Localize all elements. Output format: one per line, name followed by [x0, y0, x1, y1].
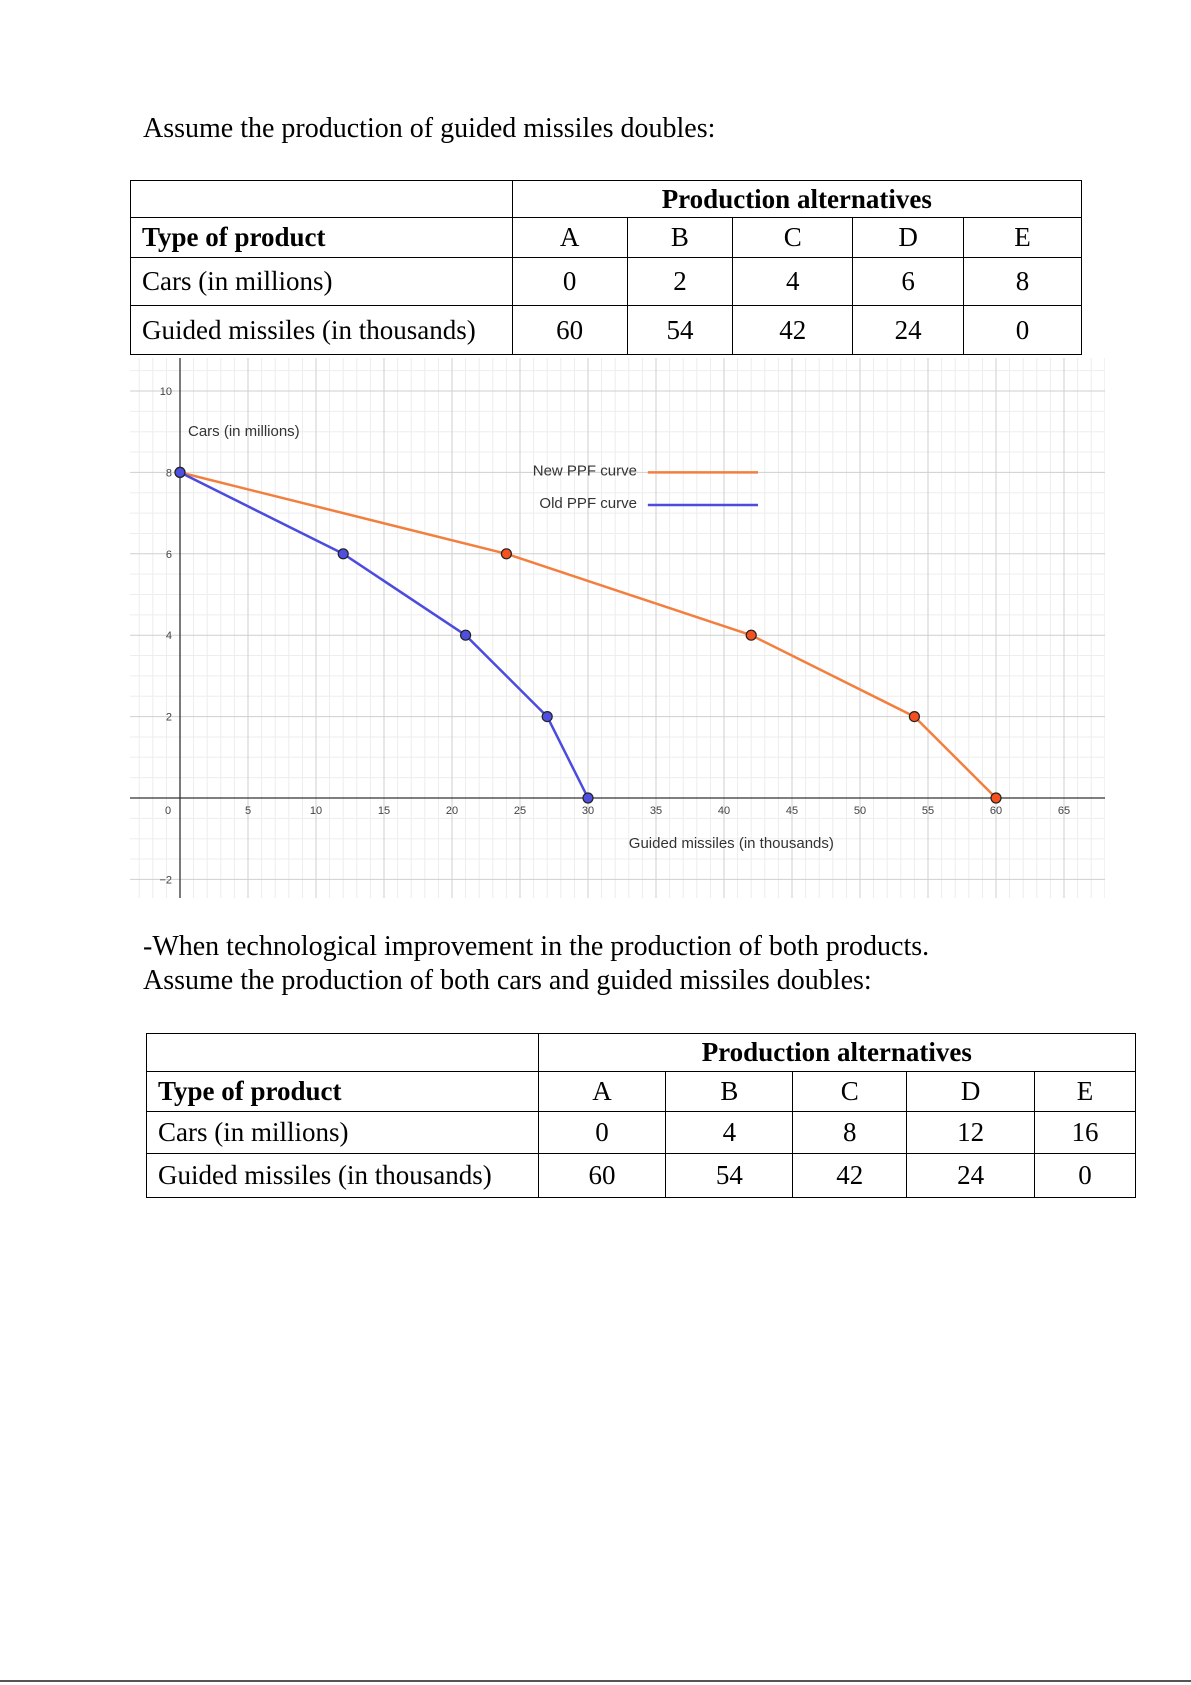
x-tick-label: 45 [785, 805, 799, 817]
row-label: Guided missiles (in thousands) [131, 306, 513, 355]
data-point-old-ppf [461, 630, 471, 640]
data-point-new-ppf [501, 549, 511, 559]
table-cell: 54 [627, 306, 733, 355]
y-tick-label: 10 [159, 386, 172, 398]
column-label: E [964, 218, 1082, 258]
column-label: C [793, 1072, 907, 1112]
table-cell: 24 [907, 1154, 1035, 1198]
x-tick-label: 30 [581, 805, 595, 817]
row-label: Cars (in millions) [131, 258, 513, 306]
y-tick-label: 4 [165, 630, 172, 643]
y-tick-label: 6 [165, 548, 172, 561]
table-cell: 4 [733, 258, 853, 306]
x-tick-label: 15 [377, 805, 391, 817]
table-cell: 4 [666, 1112, 793, 1154]
table-cell: 0 [1035, 1154, 1136, 1198]
data-point-new-ppf [746, 630, 756, 640]
table-cell: 8 [793, 1112, 907, 1154]
y-axis-label: Cars (in millions) [188, 422, 300, 440]
x-tick-label: 55 [921, 805, 935, 817]
x-tick-label: 60 [989, 805, 1003, 817]
table-row [131, 218, 1082, 258]
table-cell: 42 [793, 1154, 907, 1198]
table-cell: 8 [964, 258, 1082, 306]
legend-label-new-ppf: New PPF curve [532, 462, 637, 480]
row-label: Guided missiles (in thousands) [147, 1154, 539, 1198]
data-point-old-ppf [583, 793, 593, 803]
intro-line-2: Assume the production of both cars and guided missiles doubles: [143, 965, 872, 996]
column-label: B [666, 1072, 793, 1112]
type-of-product-label: Type of product [131, 218, 513, 258]
x-tick-label: 50 [853, 805, 867, 817]
data-point-new-ppf [909, 712, 919, 722]
table-header-row [147, 1034, 1136, 1072]
y-tick-label: −2 [159, 874, 172, 887]
table-cell: 0 [964, 306, 1082, 355]
x-tick-label: 40 [717, 805, 731, 817]
table-cell: 24 [853, 306, 964, 355]
column-label: A [538, 1072, 666, 1112]
table-cell: 60 [512, 306, 627, 355]
page-bottom-rule [0, 1680, 1191, 1682]
table-cell: 16 [1035, 1112, 1136, 1154]
table-row [147, 1072, 1136, 1112]
y-tick-label: 8 [165, 467, 172, 480]
column-label: B [627, 218, 733, 258]
intro-text-1: Assume the production of guided missiles doubles: [143, 113, 716, 144]
table-header-row [131, 181, 1082, 218]
x-tick-label: 20 [445, 805, 459, 817]
column-label: D [907, 1072, 1035, 1112]
legend-label-old-ppf: Old PPF curve [539, 494, 637, 512]
column-label: A [512, 218, 627, 258]
production-alternatives-header: Production alternatives [538, 1034, 1135, 1072]
x-axis-label: Guided missiles (in thousands) [628, 835, 834, 852]
column-label: C [733, 218, 853, 258]
table-cell: 54 [666, 1154, 793, 1198]
table-row [131, 306, 1082, 355]
y-tick-label: 2 [165, 711, 172, 724]
intro-text-2 [143, 930, 929, 998]
table-cell: 2 [627, 258, 733, 306]
x-tick-label: 65 [1057, 805, 1071, 817]
table-cell: 42 [733, 306, 853, 355]
table-row [147, 1112, 1136, 1154]
data-point-old-ppf [338, 549, 348, 559]
empty-header-cell [131, 181, 513, 218]
row-label: Cars (in millions) [147, 1112, 539, 1154]
table-cell: 60 [538, 1154, 666, 1198]
intro-line-1: -When technological improvement in the production of both products. [143, 931, 930, 962]
data-point-old-ppf [542, 712, 552, 722]
empty-header-cell [147, 1034, 539, 1072]
data-point-new-ppf [991, 793, 1001, 803]
table-row [131, 258, 1082, 306]
column-label: E [1035, 1072, 1136, 1112]
origin-tick-label: 0 [164, 805, 172, 817]
type-of-product-label: Type of product [147, 1072, 539, 1112]
column-label: D [853, 218, 964, 258]
table-cell: 0 [512, 258, 627, 306]
x-tick-label: 35 [649, 805, 663, 817]
table-cell: 0 [538, 1112, 666, 1154]
x-tick-label: 5 [244, 805, 252, 817]
table-cell: 6 [853, 258, 964, 306]
ppf-chart [130, 358, 1105, 898]
table-cell: 12 [907, 1112, 1035, 1154]
x-tick-label: 10 [309, 805, 323, 817]
production-table-2 [146, 1033, 1136, 1198]
x-tick-label: 25 [513, 805, 527, 817]
production-alternatives-header: Production alternatives [512, 181, 1081, 218]
data-point-old-ppf [175, 467, 185, 477]
production-table-1 [130, 180, 1082, 355]
table-row [147, 1154, 1136, 1198]
